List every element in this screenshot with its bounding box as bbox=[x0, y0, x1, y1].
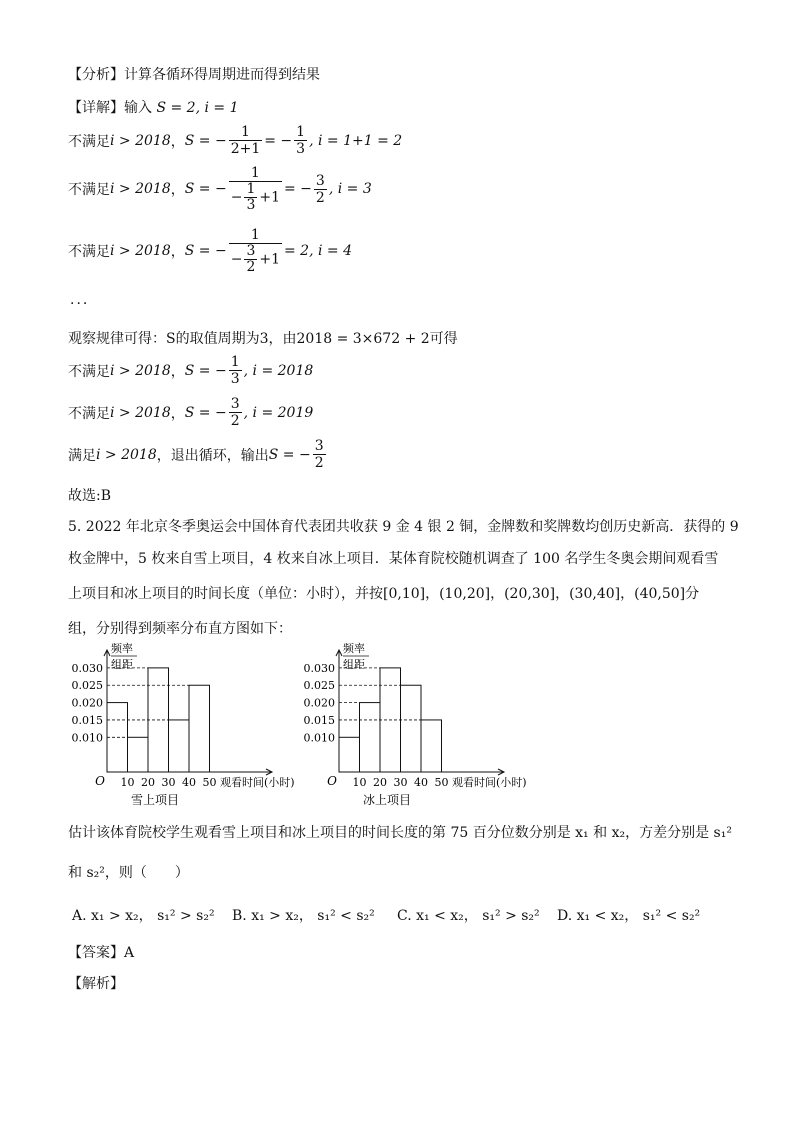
x-tick-label: 40 bbox=[182, 776, 196, 789]
step-2-result: $\frac{3}{2}$ bbox=[315, 172, 325, 206]
y-label-top: 频率 bbox=[343, 642, 365, 655]
y-tick-label: 0.015 bbox=[71, 713, 103, 727]
option-b[interactable]: B. x₁ > x₂， s₁² < s₂² bbox=[232, 908, 375, 924]
input-label: 输入 bbox=[124, 100, 152, 116]
analysis-text: 计算各循环得周期进而得到结果 bbox=[124, 67, 320, 83]
y-label-top: 频率 bbox=[111, 642, 133, 655]
x-tick-label: 10 bbox=[352, 776, 367, 789]
step-1-prefix: S = − bbox=[184, 132, 227, 149]
x-tick-label: 50 bbox=[434, 776, 449, 789]
step-2-fraction: 1 − $\frac{1}{3}$ +1 bbox=[230, 165, 280, 213]
choice-line: 故选:B bbox=[68, 488, 112, 504]
cond-notsat: 不满足 bbox=[68, 133, 110, 150]
x-tick-label: 20 bbox=[373, 776, 387, 789]
step-1: 不满足 i > 2018 ， S = − $\frac{1}{2+1}$ = − $\frac{1}{3}$ , i = 1+1 = 2 bbox=[68, 124, 403, 157]
step-1-fraction: $\frac{1}{2+1}$ bbox=[230, 124, 261, 157]
cond-ineq: i > 2018 bbox=[110, 132, 171, 149]
cond-comma: ， bbox=[170, 133, 185, 150]
step-1-result: $\frac{1}{3}$ bbox=[296, 124, 306, 157]
origin-label: O bbox=[95, 774, 105, 788]
x-axis-label: 观看时间(小时) bbox=[220, 776, 295, 789]
answer-line bbox=[68, 942, 134, 962]
x-tick-label: 10 bbox=[120, 776, 135, 789]
x-tick-label: 30 bbox=[393, 776, 408, 789]
q5-line1: 5. 2022 年北京冬季奥运会中国体育代表团共收获 9 金 4 银 2 铜，金牌数和奖牌数均创历史新高．获得的 9 bbox=[68, 519, 739, 535]
origin-label: O bbox=[327, 774, 337, 788]
later-b: 不满足 i > 2018 ， S = − $\frac{3}{2}$ , i = 2019 bbox=[68, 396, 314, 429]
y-tick-label: 0.025 bbox=[303, 679, 335, 693]
x-tick-label: 40 bbox=[414, 776, 428, 789]
y-tick-label: 0.020 bbox=[71, 696, 103, 710]
bar bbox=[169, 720, 190, 772]
x-tick-label: 30 bbox=[161, 776, 176, 789]
y-tick-label: 0.020 bbox=[303, 696, 335, 710]
step-3: 不满足 i > 2018 ， S = − 1 − $\frac{3}{2}$ +1 = 2, i = 4 bbox=[68, 227, 353, 275]
q5-line3: 上项目和冰上项目的时间长度（单位：小时），并按[0,10]，(10,20]，(20,30]，(30,40]，(40,50]分 bbox=[68, 586, 700, 602]
x-axis-label: 观看时间(小时) bbox=[452, 776, 527, 789]
chart-title: 冰上项目 bbox=[362, 793, 412, 807]
y-tick-label: 0.030 bbox=[71, 661, 103, 675]
step-3-fraction: 1 − $\frac{3}{2}$ +1 bbox=[230, 227, 280, 275]
q5-line6: 和 s₂²，则（ ） bbox=[68, 865, 189, 881]
detail-tag: 【详解】 bbox=[68, 100, 124, 116]
y-tick-label: 0.015 bbox=[303, 713, 335, 727]
analysis-line bbox=[68, 64, 320, 84]
y-tick-label: 0.010 bbox=[303, 731, 335, 745]
y-label-bottom: 组距 bbox=[111, 658, 133, 671]
bar bbox=[339, 737, 360, 772]
bar bbox=[128, 737, 149, 772]
input-expr: S = 2, i = 1 bbox=[156, 100, 239, 116]
answer-tag: 【答案】 bbox=[68, 945, 124, 961]
y-label-bottom: 组距 bbox=[343, 658, 365, 671]
analysis-tag: 【分析】 bbox=[68, 67, 124, 83]
option-a[interactable]: A. x₁ > x₂， s₁² > s₂² bbox=[72, 908, 215, 924]
y-tick-label: 0.010 bbox=[71, 731, 103, 745]
option-d[interactable]: D. x₁ < x₂， s₁² < s₂² bbox=[557, 908, 701, 924]
bar bbox=[360, 703, 381, 772]
ellipsis: ··· bbox=[70, 296, 90, 312]
x-tick-label: 50 bbox=[202, 776, 217, 789]
q5-line2: 枚金牌中，5 枚来自雪上项目，4 枚来自冰上项目．某体育院校随机调查了 100 名学生冬奥会期间观看雪 bbox=[68, 551, 719, 567]
bar bbox=[401, 685, 422, 772]
chart-title: 雪上项目 bbox=[130, 793, 180, 807]
later-a: 不满足 i > 2018 ， S = − $\frac{1}{3}$ , i = 2018 bbox=[68, 354, 314, 387]
bar bbox=[421, 720, 442, 772]
x-tick-label: 20 bbox=[141, 776, 155, 789]
explain-tag: 【解析】 bbox=[68, 976, 124, 992]
step-2: 不满足 i > 2018 ， S = − 1 − $\frac{1}{3}$ +1 = − $\frac{3}{2}$ , i = 3 bbox=[68, 165, 372, 213]
histogram-ice bbox=[304, 641, 527, 807]
y-tick-label: 0.030 bbox=[303, 661, 335, 675]
detail-line bbox=[68, 97, 239, 117]
option-c[interactable]: C. x₁ < x₂， s₁² > s₂² bbox=[397, 908, 540, 924]
y-tick-label: 0.025 bbox=[71, 679, 103, 693]
answer-value: A bbox=[124, 945, 135, 961]
later-c: 满足 i > 2018 ，退出循环，输出 S = − $\frac{3}{2}$ bbox=[68, 438, 324, 471]
q5-line4: 组，分别得到频率分布直方图如下： bbox=[68, 621, 292, 637]
q5-line5: 估计该体育院校学生观看雪上项目和冰上项目的时间长度的第 75 百分位数分别是 x₁ 和 x₂，方差分别是 s₁² bbox=[68, 825, 732, 841]
histogram-snow bbox=[72, 641, 295, 807]
histograms bbox=[60, 638, 740, 813]
bar bbox=[189, 685, 210, 772]
observe-line: 观察规律可得：S的取值周期为3，由2018 = 3×672 + 2可得 bbox=[68, 331, 458, 347]
